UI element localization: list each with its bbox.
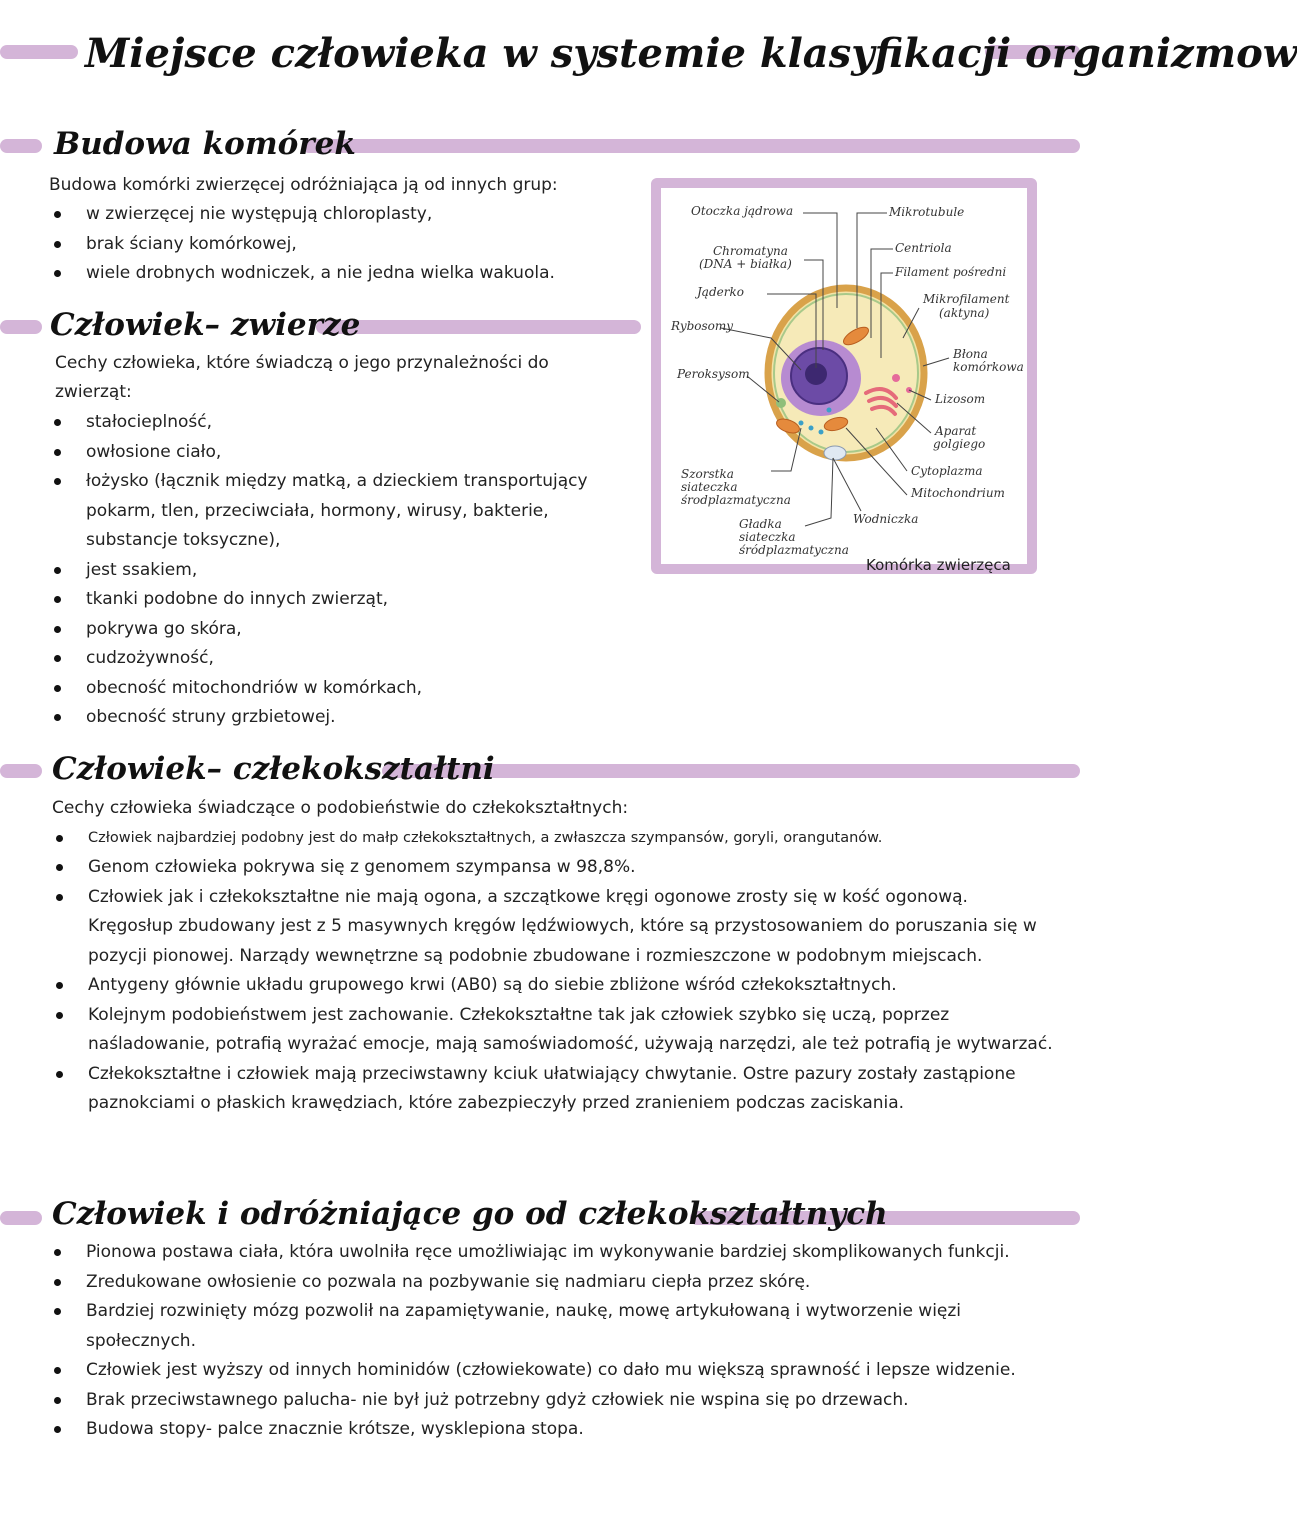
ribosome-shape bbox=[799, 421, 804, 426]
title-bar-left bbox=[0, 45, 78, 59]
label-gladka: Gładka bbox=[739, 517, 782, 531]
section2-bar-right bbox=[316, 320, 641, 334]
label-filament: Filament pośredni bbox=[895, 265, 1007, 279]
label-mikrotubule: Mikrotubule bbox=[889, 205, 965, 219]
list-item: Człowiek najbardziej podobny jest do małp człekokształtnych, a zwłaszcza szympansów, goryli, orangutanów. bbox=[88, 824, 1058, 854]
label-chromatyna: Chromatyna bbox=[713, 244, 788, 258]
list-item: brak ściany komórkowej, bbox=[86, 230, 646, 260]
label-chromatyna-sub: (DNA + białka) bbox=[699, 257, 792, 271]
label-gladka-2: siateczka bbox=[739, 530, 796, 544]
label-mitochondrium: Mitochondrium bbox=[911, 486, 1005, 500]
page-title: Miejsce człowieka w systemie klasyfikacji organizmow bbox=[85, 30, 1297, 77]
label-peroksysom: Peroksysom bbox=[677, 367, 750, 381]
section2-heading: Człowiek– zwierze bbox=[50, 307, 361, 343]
list-item: owłosione ciało, bbox=[86, 438, 626, 468]
list-item: Bardziej rozwinięty mózg pozwolił na zapamiętywanie, naukę, mowę artykułowaną i wytworzenie więzi społecznych. bbox=[86, 1297, 1066, 1356]
section2-intro-line2: zwierząt: bbox=[55, 382, 132, 402]
label-blona: Błona bbox=[953, 347, 988, 361]
list-item: Człowiek jest wyższy od innych hominidów (człowiekowate) co dało mu większą sprawność i lepsze widzenie. bbox=[86, 1356, 1066, 1386]
label-rybosomy: Rybosomy bbox=[671, 319, 734, 333]
ribosome-shape bbox=[819, 430, 824, 435]
section4-heading: Człowiek i odróżniające go od człekokształtnych bbox=[52, 1196, 888, 1232]
animal-cell-figure bbox=[651, 178, 1037, 574]
peroxisome-shape bbox=[776, 398, 786, 408]
lysosome-shape bbox=[892, 374, 900, 382]
label-centriola: Centriola bbox=[895, 241, 952, 255]
label-szorstka: Szorstka bbox=[681, 467, 734, 481]
list-item: obecność mitochondriów w komórkach, bbox=[86, 674, 626, 704]
section4-bar-left bbox=[0, 1211, 42, 1225]
list-item: cudzożywność, bbox=[86, 644, 626, 674]
list-item: w zwierzęcej nie występują chloroplasty, bbox=[86, 200, 646, 230]
list-item: Antygeny głównie układu grupowego krwi (AB0) są do siebie zbliżone wśród człekokształtnych. bbox=[88, 971, 1053, 1001]
list-item: Genom człowieka pokrywa się z genomem szympansa w 98,8%. bbox=[88, 853, 1053, 883]
label-wodniczka: Wodniczka bbox=[853, 512, 919, 526]
label-lizosom: Lizosom bbox=[935, 392, 986, 406]
section2-bar-left bbox=[0, 320, 42, 334]
label-blona-2: komórkowa bbox=[953, 360, 1024, 374]
list-item: Brak przeciwstawnego palucha- nie był już potrzebny gdyż człowiek nie wspina się po drzewach. bbox=[86, 1386, 1066, 1416]
ribosome-shape bbox=[809, 426, 814, 431]
label-mikrofilament: Mikrofilament bbox=[923, 292, 1010, 306]
section3-list bbox=[88, 853, 1053, 1119]
section3-intro: Cechy człowieka świadczące o podobieństwie do człekokształtnych: bbox=[52, 798, 629, 818]
list-item: Człekokształtne i człowiek mają przeciwstawny kciuk ułatwiający chwytanie. Ostre pazury zostały zastąpione paznokciami o płaskich krawędziach, które zabezpieczyły przed zranieniem podczas zaciskania. bbox=[88, 1060, 1053, 1119]
label-jaderko: Jąderko bbox=[697, 285, 744, 299]
label-gladka-3: śródplazmatyczna bbox=[739, 543, 849, 557]
section1-list bbox=[86, 200, 646, 289]
list-item: obecność struny grzbietowej. bbox=[86, 703, 626, 733]
list-item: Kolejnym podobieństwem jest zachowanie. Człekokształtne tak jak człowiek szybko się uczą, poprzez naśladowanie, potrafią wyrażać emocje, mają samoświadomość, używają narzędzi, ale też potrafią je wytwarzać. bbox=[88, 1001, 1053, 1060]
list-item: tkanki podobne do innych zwierząt, bbox=[86, 585, 626, 615]
section3-list-first bbox=[88, 824, 1058, 854]
animal-cell-diagram bbox=[661, 188, 1027, 564]
list-item: stałocieplność, bbox=[86, 408, 626, 438]
label-aparat-2: golgiego bbox=[933, 437, 986, 451]
figure-caption: Komórka zwierzęca bbox=[866, 556, 1011, 574]
label-otoczka: Otoczka jądrowa bbox=[691, 204, 794, 218]
section1-bar-left bbox=[0, 139, 42, 153]
label-aparat: Aparat bbox=[935, 424, 977, 438]
list-item: Zredukowane owłosienie co pozwala na pozbywanie się nadmiaru ciepła przez skórę. bbox=[86, 1268, 1066, 1298]
label-cytoplazma: Cytoplazma bbox=[911, 464, 983, 478]
list-item: łożysko (łącznik między matką, a dzieckiem transportujący pokarm, tlen, przeciwciała, hormony, wirusy, bakterie, substancje toksyczne), bbox=[86, 467, 626, 556]
section3-heading: Człowiek– człekokształtni bbox=[52, 751, 495, 787]
list-item: pokrywa go skóra, bbox=[86, 615, 626, 645]
ribosome-shape bbox=[827, 408, 832, 413]
section2-list bbox=[86, 408, 626, 733]
section4-list bbox=[86, 1238, 1066, 1445]
vacuole-shape bbox=[824, 446, 846, 460]
list-item: jest ssakiem, bbox=[86, 556, 626, 586]
section1-intro: Budowa komórki zwierzęcej odróżniająca ją od innych grup: bbox=[49, 175, 558, 195]
list-item: Budowa stopy- palce znacznie krótsze, wysklepiona stopa. bbox=[86, 1415, 1066, 1445]
section1-heading: Budowa komórek bbox=[54, 126, 356, 162]
section1-bar-right bbox=[302, 139, 1080, 153]
list-item: Człowiek jak i człekokształtne nie mają ogona, a szczątkowe kręgi ogonowe zrosty się w kość ogonową. Kręgosłup zbudowany jest z 5 masywnych kręgów lędźwiowych, które są przystosowaniem do poruszania się w pozycji pionowej. Narządy wewnętrzne są podobnie zbudowane i rozmieszczone w podobnym miejscach. bbox=[88, 883, 1053, 972]
label-szorstka-2: siateczka bbox=[681, 480, 738, 494]
label-mikrofilament-2: (aktyna) bbox=[939, 306, 990, 320]
list-item: Pionowa postawa ciała, która uwolniła ręce umożliwiając im wykonywanie bardziej skomplikowanych funkcji. bbox=[86, 1238, 1066, 1268]
section2-intro-line1: Cechy człowieka, które świadczą o jego przynależności do bbox=[55, 353, 549, 373]
section3-bar-left bbox=[0, 764, 42, 778]
list-item: wiele drobnych wodniczek, a nie jedna wielka wakuola. bbox=[86, 259, 646, 289]
label-szorstka-3: środplazmatyczna bbox=[681, 493, 791, 507]
